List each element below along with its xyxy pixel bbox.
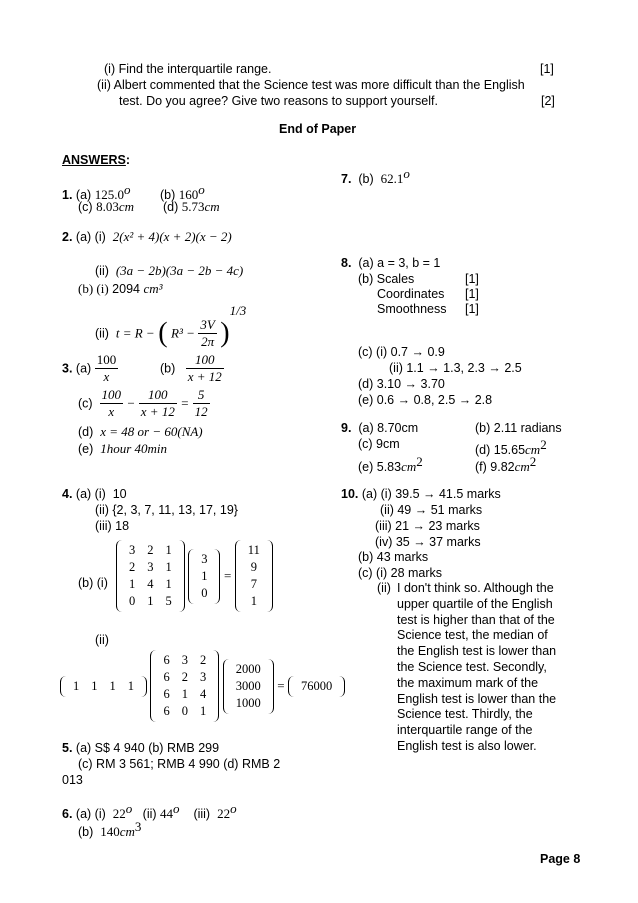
vector-b [188,549,220,604]
matrix-cell: 1 [73,678,80,693]
matrix-cell: 1 [109,678,116,693]
matrix-cell: 6 [163,704,170,718]
answer-9c: (c) 9cm [358,437,400,451]
answer-9a: 9. (a) 8.70cm [341,421,419,435]
answer-10c-i: (c) (i) 28 marks [358,566,443,580]
matrix-cell: 1 [181,687,188,701]
answer-10c-ii-line: I don't think so. Although the [397,581,554,595]
answer-10c-ii-line: the Science test. Secondly, [397,659,547,674]
matrix-cell: 2000 [235,661,261,676]
question-i-marks: [1] [540,62,554,76]
answer-10c-ii-line: English test is also lower. [397,738,537,753]
matrix-cell: 3000 [235,678,261,693]
matrix-cell: 3 [129,543,136,557]
answer-8b: (b) Scales [358,272,415,286]
matrix-a [116,540,185,612]
answer-3b: (b) $\frac{100}{x + 12}$ [160,352,222,384]
answer-10a-iv: (iv) 35 → 37 marks [375,535,481,549]
answer-8b-coordinates: Coordinates [377,287,445,301]
answer-2b-i: (b) (i) 2094 cm³ [78,281,163,296]
matrix-cell: 2 [147,543,154,557]
matrix-cell: 1 [91,678,98,693]
answer-7: 7. (b) 62.1$^o$ [341,166,410,187]
answer-1c: (c) 8.03cm [78,199,134,214]
matrix-cell: 6 [163,670,170,684]
answer-10c-ii-line: test is higher than that of the [397,612,555,627]
matrix-cell: 2 [181,670,188,684]
answer-5-line1: 5. (a) S$ 4 940 (b) RMB 299 [62,741,220,755]
answer-10c-ii-line: the maximum mark of the [397,675,539,690]
answer-6b: (b) $140cm^3$ [78,819,142,840]
answer-8b-coordinates-marks: [1] [465,287,479,301]
answer-10c-ii-label: (ii) [377,581,391,595]
answer-10c-ii-line: upper quartile of the English [397,596,553,611]
matrix-cell: 2 [129,560,136,574]
matrix-cell: 6 [163,687,170,701]
answer-6a: 6. (a) (i) 22$^o$ (ii) 44$^o$ (iii) 22$^o$ [62,801,237,822]
matrix-cell: 0 [201,585,208,600]
result-76000: 76000 [288,676,345,697]
matrix-cell: 1 [250,594,257,608]
answer-1b: (b) 160$^o$ [160,182,205,203]
answer-4a-i: 4. (a) (i) 10 [62,487,127,501]
matrix-cell: 11 [247,543,260,557]
matrix-cell: 0 [129,594,136,608]
matrix-cell: 3 [201,551,208,566]
answer-8a: 8. (a) a = 3, b = 1 [341,256,441,270]
answers-title: ANSWERS: [62,153,131,167]
matrix-cell: 9 [250,560,257,574]
answer-8e: (e) 0.6 → 0.8, 2.5 → 2.8 [358,393,493,407]
matrix-cell: 3 [147,560,154,574]
vector-d [223,659,274,714]
answer-4a-ii: (ii) {2, 3, 7, 11, 13, 17, 19} [95,503,238,517]
answer-10b: (b) 43 marks [358,550,429,564]
matrix-cell: 7 [250,577,257,591]
answer-10c-ii-line: interquartile range of the [397,723,533,738]
answer-3d: (d) x = 48 or − 60(NA) [78,424,203,439]
matrix-cell: 1000 [235,695,261,710]
answer-10c-ii-line: Science test, the median of [397,628,548,643]
answer-9d: (d) $15.65cm^2$ [475,437,547,458]
matrix-equation-4b-i: 3 2 1 2 3 1 1 4 1 0 1 5 3 1 0 = 11 9 7 1 [116,540,273,612]
matrix-c [150,650,219,722]
matrix-cell: 4 [199,687,207,701]
answer-8b-smoothness: Smoothness [377,302,447,316]
matrix-equation-4b-ii: 1 1 1 1 6 3 2 6 2 3 6 1 4 6 0 1 2000 3000 1000 = 76000 [60,650,345,722]
matrix-cell: 1 [147,594,154,608]
matrix-cell: 1 [201,568,208,583]
answer-10a-iii: (iii) 21 → 23 marks [375,519,480,533]
matrix-cell: 5 [165,594,172,608]
answer-8d: (d) 3.10 → 3.70 [358,377,445,391]
matrix-cell: 6 [163,653,170,667]
matrix-cell: 1 [199,704,207,718]
answer-10c-ii-text [397,581,556,755]
matrix-cell: 1 [165,560,172,574]
answer-2a-ii: (ii) (3a − 2b)(3a − 2b − 4c) [95,263,244,278]
matrix-cell: 3 [181,653,188,667]
matrix-cell: 0 [181,704,188,718]
page-number: Page 8 [540,852,581,866]
answer-3e: (e) 1hour 40min [78,441,168,456]
question-ii-line2: test. Do you agree? Give two reasons to support yourself. [119,94,438,108]
answer-9f: (f) $9.82cm^2$ [475,454,537,475]
answer-8b-smoothness-marks: [1] [465,302,479,316]
question-ii-line1: (ii) Albert commented that the Science test was more difficult than the English [97,78,525,92]
vector-result [235,540,273,612]
matrix-cell: 1 [127,678,134,693]
answer-8b-marks: [1] [465,272,479,286]
answer-3c: (c) $\frac{100}{x}$ − $\frac{100}{x + 12}$ = $\frac{5}{12}$ [78,387,208,419]
answer-10c-ii-line: English test is lower than the [397,691,557,706]
matrix-cell: 4 [147,577,154,591]
end-of-paper: End of Paper [279,122,357,136]
answer-2b-ii: (ii) t = R − ( R³ − $\frac{3V}{2\pi}$ )$^{1/3}$ [95,303,247,350]
answer-4b-ii-label: (ii) [95,633,109,647]
answer-10c-ii-line: Science test. Thirdly, the [397,707,533,722]
answer-10c-ii-line: the English test is lower than [397,644,557,659]
question-ii-marks: [2] [541,94,555,108]
answer-10a-i: 10. (a) (i) 39.5 → 41.5 marks [341,487,501,501]
answer-2a-i: 2. (a) (i) 2(x² + 4)(x + 2)(x − 2) [62,229,232,244]
matrix-cell: 2 [199,653,207,667]
question-i: (i) Find the interquartile range. [104,62,272,76]
answer-4b-i-label: (b) (i) [78,576,108,590]
matrix-cell: 1 [165,577,172,591]
row-vector [60,676,147,697]
matrix-cell: 1 [165,543,172,557]
matrix-cell: 1 [129,577,136,591]
matrix-cell: 3 [199,670,207,684]
answer-9b: (b) 2.11 radians [475,421,562,435]
answer-5-line2: (c) RM 3 561; RMB 4 990 (d) RMB 2 [78,757,281,771]
answer-9e: (e) $5.83cm^2$ [358,454,423,475]
answer-3a: 3. (a) $\frac{100}{x}$ [62,352,117,384]
answer-1: 1. (a) 125.0$^o$ [62,182,131,203]
answer-5-line3: 013 [62,773,83,787]
answer-1d: (d) 5.73cm [163,199,220,214]
answer-4a-iii: (iii) 18 [95,519,130,533]
answer-10a-ii: (ii) 49 → 51 marks [380,503,483,517]
answer-8c-i: (c) (i) 0.7 → 0.9 [358,345,445,359]
answer-8c-ii: (ii) 1.1 → 1.3, 2.3 → 2.5 [389,361,522,375]
